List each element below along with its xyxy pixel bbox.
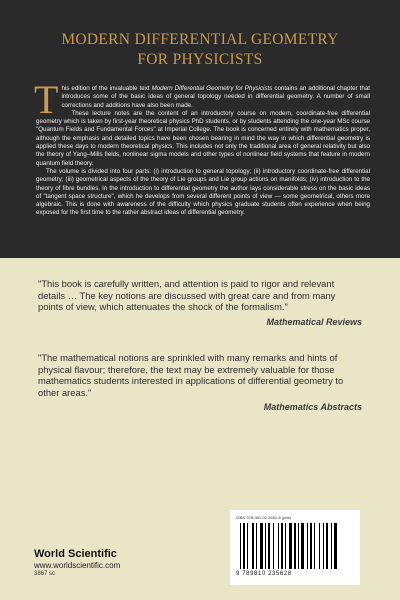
title-line-1: MODERN DIFFERENTIAL GEOMETRY: [61, 31, 339, 48]
publisher-block: [34, 548, 120, 577]
isbn-digits: 9 789810 235628: [236, 571, 292, 577]
review-quote-source: Mathematical Reviews: [266, 316, 362, 327]
description-p1-start: his edition of the invaluable text: [61, 85, 152, 92]
title-line-2: FOR PHYSICISTS: [137, 51, 263, 68]
barcode-icon: [240, 523, 352, 569]
publisher-name: World Scientific: [34, 548, 117, 560]
publisher-code: 3867 sc: [34, 571, 56, 577]
isbn-barcode: [230, 510, 360, 585]
review-quote-text: "The mathematical notions are sprinkled with many remarks and hints of physical flavour; therefore, the text may be extremely valuable for those mathematics students interested in applications of differential geometry to other areas.": [38, 352, 344, 398]
book-description: [34, 77, 370, 218]
description-panel: [0, 0, 400, 258]
description-book-title: Modern Differential Geometry for Physicists: [151, 85, 273, 92]
review-quote-source: Mathematics Abstracts: [263, 402, 362, 413]
description-paragraph-3: The volume is divided into four parts: (i) introduction to general topology; (ii) introductory coordinate-free differential geometry; (iii) geometrical aspects of the theory of Lie groups and Lie group actions on manifolds; (iv) introduction to the theory of fibre bundles. In the introduction to differential geometry the author lays considerable stress on the basic ideas of "tangent space structure", which he develops from several different points of view — some geometrical, others more algebraic. This is done with awareness of the difficulty which physics graduate students often experience when being exposed for the first time to the rather abstract ideas of differential geometry.: [36, 167, 370, 217]
review-quote-text: "This book is carefully written, and attention is paid to rigor and relevant details … The key notions are discussed with great care and from many points of view, which attenuates the shock of the formalism.": [38, 278, 336, 313]
review-quote-2: [38, 352, 362, 412]
description-p1-rest: contains an additional chapter that introduces some of the basic ideas of general topology needed in differential geometry. A number of small corrections and additions have also been made.: [61, 85, 370, 109]
drop-cap: T: [34, 77, 59, 122]
review-quote-1: [38, 278, 362, 327]
description-paragraph-2: These lecture notes are the content of an introductory course on modern, coordinate-free differential geometry which is taken by first-year theoretical physics PhD students, or by students attending the one-year MSc course "Quantum Fields and Fundamental Forces" at Imperial College. The book is concerned entirely with mathematics proper, although the emphasis and detailed topics have been chosen bearing in mind the way in which differential geometry is applied these days to modern theoretical physics. This includes not only the traditional area of general relativity but also the theory of Yang–Mills fields, nonlinear sigma models and other types of nonlinear field systems that feature in modern quantum field theory.: [36, 109, 370, 167]
isbn-text: ISBN 978-981-02-3562-8 (pbk): [236, 515, 291, 520]
description-paragraph-1: [34, 77, 370, 122]
publisher-url: www.worldscientific.com: [34, 561, 121, 570]
book-title: [0, 30, 400, 70]
